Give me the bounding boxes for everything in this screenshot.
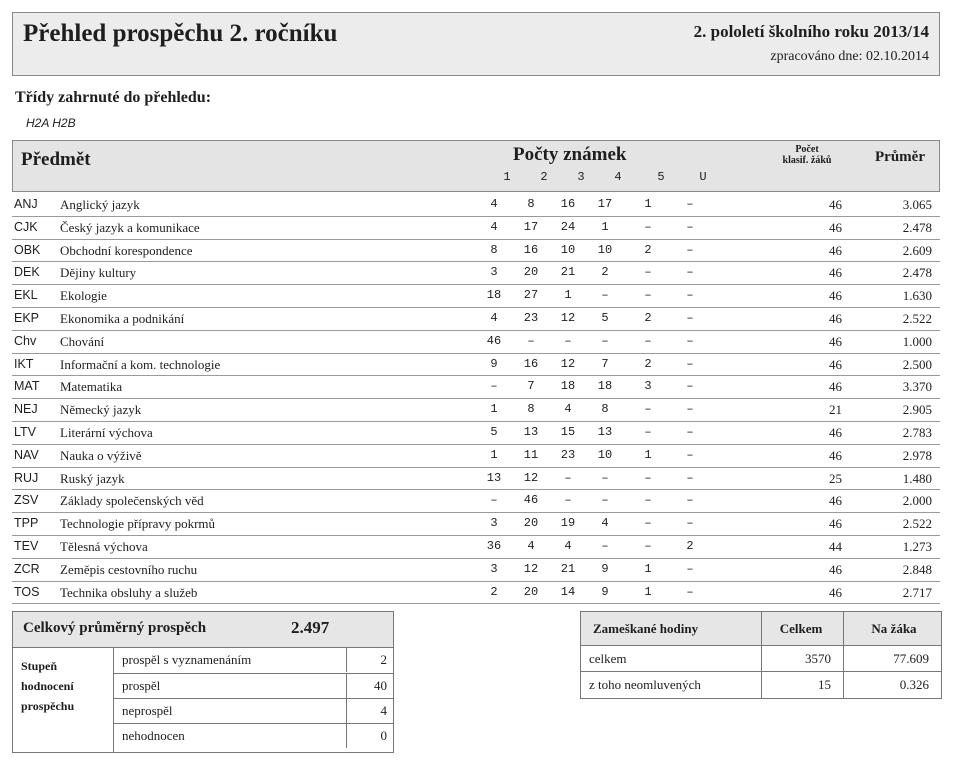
grade-count-u: – [686, 219, 694, 234]
absence-row-label: z toho neomluvených [589, 677, 701, 692]
summary-row [114, 698, 393, 723]
table-row [12, 354, 940, 377]
subject-average: 3.370 [902, 379, 932, 395]
classified-count: 46 [829, 447, 842, 463]
grade-count-4: 2 [601, 265, 609, 280]
grade-count-u: – [686, 493, 694, 508]
subject-code: EKP [14, 310, 40, 325]
subject-name: Základy společenských věd [60, 493, 204, 509]
grade-count-4: – [601, 470, 609, 485]
grade-count-2: 20 [523, 265, 539, 280]
grade-count-1: 3 [490, 265, 498, 280]
subject-code: RUJ [14, 470, 39, 485]
grade-count-2: 23 [523, 310, 539, 325]
grade-count-5: 1 [644, 561, 652, 576]
grade-count-5: 1 [644, 447, 652, 462]
grade-count-1: 13 [486, 470, 502, 485]
grade-level-line2: hodnocení [21, 679, 74, 693]
grade-count-u: – [686, 402, 694, 417]
grade-count-5: – [644, 288, 652, 303]
grade-count-2: – [527, 333, 535, 348]
subject-average: 2.783 [902, 424, 932, 440]
grade-count-2: 17 [523, 219, 539, 234]
grade-count-2: 4 [527, 538, 535, 553]
grade-count-4: 5 [601, 310, 609, 325]
subject-code: TOS [14, 584, 40, 599]
table-row [12, 262, 940, 285]
grade-count-3: 15 [560, 424, 576, 439]
grade-count-1: 3 [490, 561, 498, 576]
grade-count-u: 2 [686, 538, 694, 553]
subject-code: TEV [14, 538, 39, 553]
subject-name: Ekologie [60, 288, 107, 304]
subject-code: ZCR [14, 561, 40, 576]
grade-count-5: – [644, 402, 652, 417]
subject-average: 2.522 [902, 516, 932, 532]
grade-count-4: – [601, 493, 609, 508]
subject-name: Nauka o výživě [60, 447, 142, 463]
column-grade-counts: Počty známek [513, 144, 627, 165]
summary-row-label: prospěl [122, 678, 161, 693]
grade-count-3: 4 [564, 538, 572, 553]
grade-count-2: 16 [523, 242, 539, 257]
table-row [12, 399, 940, 422]
grades-table-header [12, 140, 940, 192]
summary-row-value: 0 [380, 728, 387, 743]
grade-count-u: – [686, 356, 694, 371]
subject-code: CJK [14, 219, 38, 234]
classified-count: 46 [829, 356, 842, 372]
subject-code: TPP [14, 516, 39, 531]
table-row [12, 422, 940, 445]
page-title: Přehled prospěchu 2. ročníku [23, 20, 338, 47]
classified-count: 46 [829, 219, 842, 235]
grade-count-1: 2 [490, 584, 498, 599]
table-row [12, 194, 940, 217]
absence-row-per: 0.326 [899, 677, 929, 692]
grade-count-3: 10 [560, 242, 576, 257]
grade-count-3: – [564, 493, 572, 508]
grade-count-3: 4 [564, 402, 572, 417]
school-period: 2. pololetí školního roku 2013/14 [693, 22, 929, 41]
summary-row [114, 673, 393, 698]
table-row [12, 559, 940, 582]
subject-code: EKL [14, 288, 38, 303]
row-divider [346, 699, 347, 723]
subject-average: 1.273 [902, 538, 932, 554]
grade-count-u: – [686, 561, 694, 576]
grade-level-line1: Stupeň [21, 659, 58, 673]
grade-count-2: 8 [527, 197, 535, 211]
classified-count: 46 [829, 242, 842, 258]
table-row [12, 308, 940, 331]
grade-count-4: 9 [601, 584, 609, 599]
subject-average: 3.065 [902, 197, 932, 212]
grade-count-u: – [686, 288, 694, 303]
grade-header-4: 4 [614, 170, 622, 184]
grade-count-3: – [564, 333, 572, 348]
grade-count-3: 14 [560, 584, 576, 599]
classes-label: Třídy zahrnuté do přehledu: [15, 89, 212, 106]
grade-count-1: 5 [490, 424, 498, 439]
grade-count-2: 13 [523, 424, 539, 439]
subject-average: 2.500 [902, 356, 932, 372]
grade-count-2: 11 [523, 447, 539, 462]
subject-name: Obchodní korespondence [60, 242, 193, 258]
subject-code: DEK [14, 265, 40, 280]
table-row [12, 285, 940, 308]
grade-count-4: – [601, 333, 609, 348]
subject-name: Technologie přípravy pokrmů [60, 516, 216, 532]
grade-count-u: – [686, 379, 694, 394]
grade-count-1: 4 [490, 310, 498, 325]
grade-count-2: 12 [523, 470, 539, 485]
subject-average: 2.609 [902, 242, 932, 258]
subject-code: Chv [14, 333, 37, 348]
absence-row [581, 672, 941, 698]
subject-average: 2.978 [902, 447, 932, 463]
grade-header-5: 5 [657, 170, 665, 184]
subject-code: NEJ [14, 402, 38, 417]
summary-header [13, 612, 393, 648]
grade-count-1: 4 [490, 219, 498, 234]
grade-count-5: 1 [644, 584, 652, 599]
grade-count-2: 20 [523, 516, 539, 531]
grade-count-3: 12 [560, 310, 576, 325]
grade-count-1: 3 [490, 516, 498, 531]
column-count-line1: Počet [795, 144, 819, 155]
grade-count-4: 4 [601, 516, 609, 531]
grade-count-3: 19 [560, 516, 576, 531]
grade-count-3: 24 [560, 219, 576, 234]
table-row [12, 331, 940, 354]
grade-count-u: – [686, 516, 694, 531]
classified-count: 46 [829, 288, 842, 304]
absence-col-total: Celkem [779, 621, 823, 636]
grade-count-1: 1 [490, 447, 498, 462]
grade-count-4: 17 [597, 197, 613, 211]
grade-count-2: 20 [523, 584, 539, 599]
overall-average: 2.497 [291, 618, 330, 637]
table-row [12, 582, 940, 605]
grade-count-1: 9 [490, 356, 498, 371]
grade-count-u: – [686, 265, 694, 280]
column-count [775, 144, 839, 166]
summary-row-value: 40 [374, 678, 387, 693]
grade-count-1: 1 [490, 402, 498, 417]
grade-count-u: – [686, 310, 694, 325]
grade-count-5: – [644, 470, 652, 485]
classified-count: 46 [829, 424, 842, 440]
grade-count-1: 8 [490, 242, 498, 257]
column-average: Průměr [875, 149, 925, 165]
subject-average: 2.478 [902, 219, 932, 235]
grade-count-u: – [686, 197, 694, 211]
grade-count-4: 10 [597, 242, 613, 257]
grade-count-u: – [686, 333, 694, 348]
grade-count-5: – [644, 493, 652, 508]
subject-code: LTV [14, 424, 36, 439]
summary-row-label: neprospěl [122, 703, 173, 718]
grade-count-4: 1 [601, 219, 609, 234]
subject-average: 2.905 [902, 402, 932, 418]
summary-row-value: 2 [380, 652, 387, 667]
grade-count-4: 8 [601, 402, 609, 417]
table-row [12, 468, 940, 491]
grade-count-4: 10 [597, 447, 613, 462]
subject-name: Německý jazyk [60, 402, 142, 418]
grade-count-3: 21 [560, 561, 576, 576]
subject-code: MAT [14, 379, 40, 394]
column-subject: Předmět [21, 149, 91, 170]
absence-row-label: celkem [589, 651, 627, 666]
grade-count-5: 2 [644, 356, 652, 371]
summary-row-value: 4 [380, 703, 387, 718]
grade-count-5: – [644, 219, 652, 234]
subject-code: ANJ [14, 197, 38, 211]
subject-name: Český jazyk a komunikace [60, 219, 200, 235]
summary-row-label: nehodnocen [122, 728, 185, 743]
grade-count-3: 1 [564, 288, 572, 303]
subject-name: Anglický jazyk [60, 197, 140, 212]
subject-code: OBK [14, 242, 41, 257]
grade-header-u: U [699, 170, 707, 184]
grade-count-2: 27 [523, 288, 539, 303]
report-header [12, 12, 940, 76]
absence-row-total: 3570 [805, 651, 831, 666]
grade-count-3: – [564, 470, 572, 485]
grade-count-1: – [490, 379, 498, 394]
grade-count-3: 18 [560, 379, 576, 394]
subject-name: Technika obsluhy a služeb [60, 584, 198, 600]
summary-row [114, 723, 393, 748]
classes-list: H2A H2B [26, 116, 76, 130]
grade-count-4: – [601, 538, 609, 553]
grade-count-3: 23 [560, 447, 576, 462]
grade-count-4: 7 [601, 356, 609, 371]
grade-count-1: – [490, 493, 498, 508]
classified-count: 46 [829, 379, 842, 395]
grade-count-2: 8 [527, 402, 535, 417]
grade-count-4: 9 [601, 561, 609, 576]
absence-row-per: 77.609 [893, 651, 929, 666]
subject-name: Matematika [60, 379, 123, 395]
grade-header-1: 1 [503, 170, 511, 184]
grade-level-label [21, 656, 74, 716]
subject-average: 1.000 [902, 333, 932, 349]
table-row [12, 376, 940, 399]
subject-code: IKT [14, 356, 34, 371]
grade-count-4: – [601, 288, 609, 303]
grade-count-5: 1 [644, 197, 652, 211]
subject-name: Literární výchova [60, 424, 153, 440]
subject-name: Informační a kom. technologie [60, 356, 221, 372]
column-count-line2: klasif. žáků [782, 155, 832, 166]
subject-average: 2.000 [902, 493, 932, 509]
grade-count-1: 18 [486, 288, 502, 303]
grade-count-1: 4 [490, 197, 498, 211]
row-divider [346, 674, 347, 698]
subject-average: 1.480 [902, 470, 932, 486]
subject-average: 1.630 [902, 288, 932, 304]
subject-name: Dějiny kultury [60, 265, 137, 281]
overall-summary [12, 611, 394, 753]
grade-count-5: 2 [644, 242, 652, 257]
classified-count: 46 [829, 516, 842, 532]
grade-count-1: 46 [486, 333, 502, 348]
classified-count: 46 [829, 561, 842, 577]
summary-row-label: prospěl s vyznamenáním [122, 652, 252, 667]
table-row [12, 445, 940, 468]
classified-count: 46 [829, 333, 842, 349]
classified-count: 44 [829, 538, 842, 554]
summary-title: Celkový průměrný prospěch [23, 620, 207, 636]
grade-count-u: – [686, 470, 694, 485]
table-row [12, 490, 940, 513]
grade-count-5: 2 [644, 310, 652, 325]
subject-average: 2.717 [902, 584, 932, 600]
absence-col-label: Zameškané hodiny [593, 621, 699, 636]
absence-row-total: 15 [818, 677, 831, 692]
absence-row [581, 646, 941, 672]
absence-col-per-student: Na žáka [871, 621, 917, 636]
grade-count-5: 3 [644, 379, 652, 394]
grade-count-5: – [644, 333, 652, 348]
subject-name: Zeměpis cestovního ruchu [60, 561, 198, 577]
grade-count-3: 21 [560, 265, 576, 280]
summary-row [114, 648, 393, 673]
table-row [12, 240, 940, 263]
grade-count-u: – [686, 447, 694, 462]
grade-level-line3: prospěchu [21, 699, 75, 713]
subject-average: 2.522 [902, 310, 932, 326]
grade-count-3: 16 [560, 197, 576, 211]
subject-name: Ekonomika a podnikání [60, 310, 185, 326]
grade-count-5: – [644, 538, 652, 553]
classified-count: 46 [829, 584, 842, 600]
absence-table [580, 611, 942, 699]
classified-count: 25 [829, 470, 842, 486]
classified-count: 46 [829, 265, 842, 281]
classified-count: 46 [829, 310, 842, 326]
classified-count: 21 [829, 402, 842, 418]
grade-count-5: – [644, 516, 652, 531]
grade-count-4: 13 [597, 424, 613, 439]
subject-average: 2.848 [902, 561, 932, 577]
classified-count: 46 [829, 197, 842, 212]
grade-count-1: 36 [486, 538, 502, 553]
grade-header-2: 2 [540, 170, 548, 184]
grade-count-2: 46 [523, 493, 539, 508]
subject-average: 2.478 [902, 265, 932, 281]
processed-date: zpracováno dne: 02.10.2014 [770, 49, 929, 64]
subject-code: NAV [14, 447, 39, 462]
grade-count-u: – [686, 584, 694, 599]
table-row [12, 217, 940, 240]
grade-header-3: 3 [577, 170, 585, 184]
grade-count-3: 12 [560, 356, 576, 371]
subject-code: ZSV [14, 493, 39, 508]
subject-name: Chování [60, 333, 105, 349]
row-divider [346, 648, 347, 672]
table-row [12, 536, 940, 559]
subject-name: Ruský jazyk [60, 470, 125, 486]
table-row [12, 513, 940, 536]
grade-count-2: 16 [523, 356, 539, 371]
grade-count-5: – [644, 424, 652, 439]
subject-name: Tělesná výchova [60, 538, 148, 554]
grade-count-4: 18 [597, 379, 613, 394]
grade-count-5: – [644, 265, 652, 280]
grade-count-u: – [686, 242, 694, 257]
grade-count-u: – [686, 424, 694, 439]
grade-count-2: 12 [523, 561, 539, 576]
grades-table-body [12, 194, 940, 604]
row-divider [346, 724, 347, 748]
grade-count-2: 7 [527, 379, 535, 394]
classified-count: 46 [829, 493, 842, 509]
